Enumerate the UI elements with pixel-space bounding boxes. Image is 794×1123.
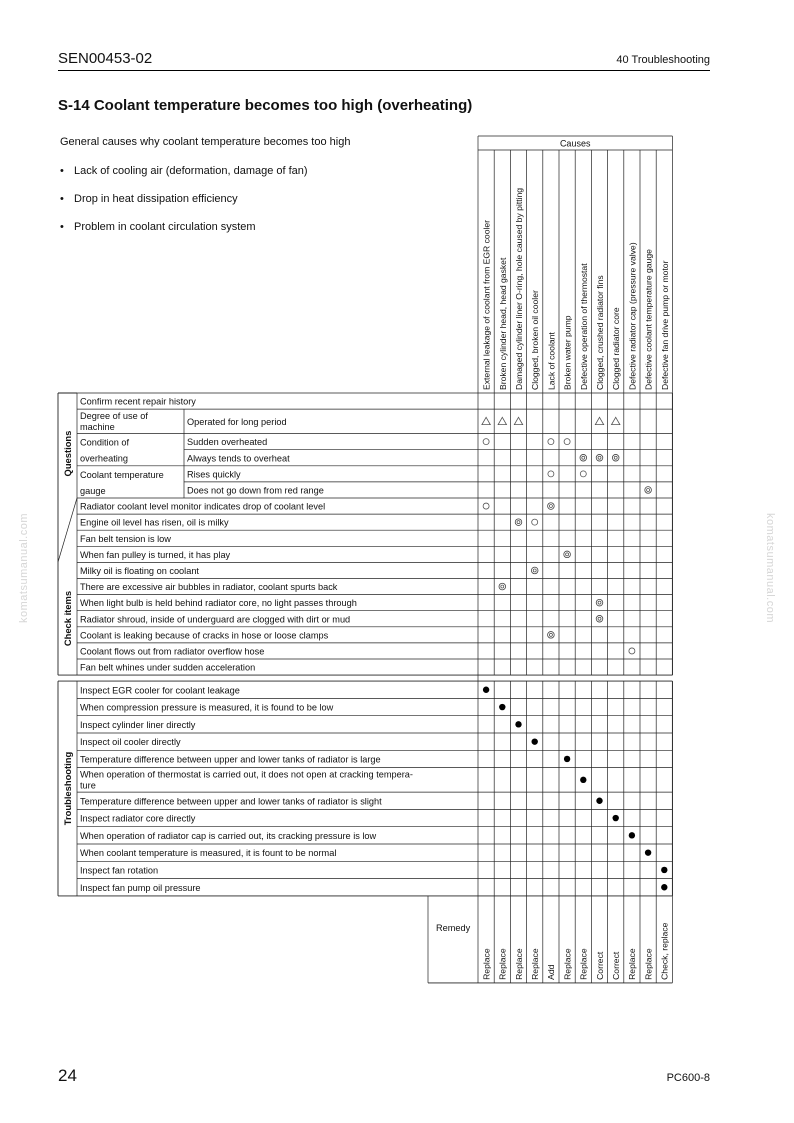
check-item-text: There are excessive air bubbles in radiator, coolant spurts back (80, 582, 338, 593)
double-circle-mark (531, 567, 538, 574)
triangle-mark (482, 417, 490, 424)
single-circle-mark (629, 648, 635, 654)
question-text: Sudden overheated (187, 437, 268, 448)
double-circle-mark-inner (566, 553, 569, 556)
single-circle-mark (580, 471, 586, 477)
filled-dot-mark (564, 756, 570, 762)
question-text: Does not go down from red range (187, 485, 324, 496)
cause-label: Defective coolant temperature gauge (643, 249, 654, 390)
double-circle-mark-inner (533, 569, 536, 572)
remedy-value: Add (546, 964, 557, 980)
section-name: 40 Troubleshooting (616, 54, 710, 66)
double-circle-mark (596, 599, 603, 606)
general-causes-title: General causes why coolant temperature becomes too high (60, 136, 351, 148)
triangle-mark (595, 417, 603, 424)
question-group-label: gauge (80, 485, 106, 496)
double-circle-mark (564, 551, 571, 558)
section-label: Troubleshooting (62, 751, 73, 826)
double-circle-mark (645, 487, 652, 494)
double-circle-mark (548, 632, 555, 639)
question-group-label: Coolant temperature (80, 469, 164, 480)
double-circle-mark (548, 503, 555, 510)
question-group-label: Degree of use of (80, 411, 148, 422)
check-item-text: When light bulb is held behind radiator core, no light passes through (80, 598, 357, 609)
double-circle-mark (612, 454, 619, 461)
filled-dot-mark (532, 738, 538, 744)
cause-label: Clogged, crushed radiator fins (595, 275, 605, 390)
double-circle-mark-inner (598, 456, 601, 459)
filled-dot-mark (613, 815, 619, 821)
question-text: Rises quickly (187, 469, 241, 480)
filled-dot-mark (645, 849, 651, 855)
single-circle-mark (483, 439, 489, 445)
double-circle-mark-inner (501, 585, 504, 588)
machine-model: PC600-8 (666, 1072, 710, 1084)
check-item-text: Milky oil is floating on coolant (80, 565, 199, 576)
section-divider-diagonal (58, 498, 77, 562)
check-item-text: Radiator shroud, inside of underguard are clogged with dirt or mud (80, 614, 351, 625)
double-circle-mark-inner (549, 505, 552, 508)
filled-dot-mark (483, 687, 489, 693)
troubleshooting-text: Inspect radiator core directly (80, 813, 196, 824)
double-circle-mark-inner (582, 456, 585, 459)
double-circle-mark-inner (647, 488, 650, 491)
cause-label: Broken cylinder head, head gasket (497, 257, 508, 390)
cause-label: Lack of coolant (546, 332, 557, 390)
watermark-left: komatsumanual.com (18, 513, 30, 623)
troubleshooting-text: Inspect fan rotation (80, 865, 159, 876)
remedy-value: Replace (643, 948, 654, 980)
troubleshooting-text: Inspect oil cooler directly (80, 737, 181, 748)
troubleshooting-text: Inspect fan pump oil pressure (80, 882, 201, 893)
remedy-value: Replace (627, 948, 638, 980)
question-group-label: Condition of (80, 437, 130, 448)
remedy-value: Replace (513, 948, 524, 980)
remedy-value: Replace (481, 948, 492, 980)
filled-dot-mark (661, 867, 667, 873)
question-text: Operated for long period (187, 416, 287, 427)
check-item-text: Fan belt whines under sudden acceleration (80, 662, 256, 673)
question-text: Confirm recent repair history (80, 396, 196, 407)
cause-label: Broken water pump (562, 315, 573, 390)
triangle-mark (514, 417, 522, 424)
double-circle-mark (596, 454, 603, 461)
check-item-text: Coolant flows out from radiator overflow hose (80, 646, 265, 657)
single-circle-mark (532, 519, 538, 525)
double-circle-mark-inner (549, 633, 552, 636)
filled-dot-mark (596, 798, 602, 804)
section-label: Questions (62, 430, 73, 477)
check-item-text: When fan pulley is turned, it has play (80, 549, 231, 560)
remedy-value: Replace (530, 948, 540, 980)
double-circle-mark (580, 454, 587, 461)
double-circle-mark (499, 583, 506, 590)
page-number: 24 (58, 1066, 77, 1085)
triangle-mark (612, 417, 620, 424)
triangle-mark (498, 417, 506, 424)
single-circle-mark (548, 439, 554, 445)
cause-label: Defective fan drive pump or motor (659, 260, 670, 390)
cause-label: External leakage of coolant from EGR cooler (481, 219, 492, 390)
general-cause-item: • Drop in heat dissipation efficiency (60, 193, 308, 221)
filled-dot-mark (515, 721, 521, 727)
doc-code: SEN00453-02 (58, 50, 153, 67)
remedy-value: Check, replace (659, 922, 670, 980)
double-circle-mark (515, 519, 522, 526)
troubleshooting-text: Temperature difference between upper and lower tanks of radiator is large (80, 754, 381, 765)
double-circle-mark-inner (598, 617, 601, 620)
troubleshooting-text: Inspect cylinder liner directly (80, 719, 196, 730)
page-title: S-14 Coolant temperature becomes too high (overheating) (58, 97, 473, 114)
troubleshooting-text: When coolant temperature is measured, it is fount to be normal (80, 848, 337, 859)
double-circle-mark (596, 615, 603, 622)
causes-label: Causes (559, 138, 591, 149)
remedy-value: Replace (562, 948, 573, 980)
filled-dot-mark (580, 777, 586, 783)
cause-label: Clogged radiator core (611, 307, 622, 390)
check-item-text: Radiator coolant level monitor indicates drop of coolant level (80, 501, 326, 512)
cause-label: Defective radiator cap (pressure valve) (627, 242, 638, 390)
troubleshooting-text: Temperature difference between upper and lower tanks of radiator is slight (80, 796, 382, 807)
remedy-value: Correct (594, 951, 605, 980)
general-cause-item: • Problem in coolant circulation system (60, 221, 308, 249)
double-circle-mark-inner (598, 601, 601, 604)
filled-dot-mark (499, 704, 505, 710)
cause-label: Damaged cylinder liner O-ring, hole caused by pitting (514, 187, 524, 390)
troubleshooting-text: When operation of radiator cap is carried out, its cracking pressure is low (80, 830, 377, 841)
check-item-text: Coolant is leaking because of cracks in hose or loose clamps (80, 630, 329, 641)
troubleshooting-text: When compression pressure is measured, it is found to be low (80, 702, 334, 713)
remedy-value: Replace (497, 948, 508, 980)
filled-dot-mark (629, 832, 635, 838)
troubleshooting-text: When operation of thermostat is carried out, it does not open at cracking tempera- (80, 769, 413, 780)
single-circle-mark (483, 503, 489, 509)
cause-label: Defective operation of thermostat (578, 263, 589, 390)
section-label: Check items (62, 590, 73, 647)
remedy-label: Remedy (436, 922, 471, 933)
double-circle-mark-inner (614, 456, 617, 459)
watermark-right: komatsumanual.com (764, 513, 776, 623)
single-circle-mark (564, 439, 570, 445)
filled-dot-mark (661, 884, 667, 890)
remedy-value: Correct (611, 951, 621, 980)
single-circle-mark (548, 471, 554, 477)
double-circle-mark-inner (517, 521, 520, 524)
question-text: Always tends to overheat (187, 453, 290, 464)
remedy-value: Replace (578, 948, 589, 980)
check-item-text: Fan belt tension is low (80, 533, 171, 544)
troubleshooting-text: ture (80, 780, 96, 791)
check-item-text: Engine oil level has risen, oil is milky (80, 517, 229, 528)
question-group-label: machine (80, 422, 115, 433)
cause-label: Clogged, broken oil cooler (530, 290, 541, 390)
general-cause-item: • Lack of cooling air (deformation, damage of fan) (60, 165, 308, 193)
question-group-label: overheating (80, 453, 129, 464)
troubleshooting-text: Inspect EGR cooler for coolant leakage (80, 685, 240, 696)
